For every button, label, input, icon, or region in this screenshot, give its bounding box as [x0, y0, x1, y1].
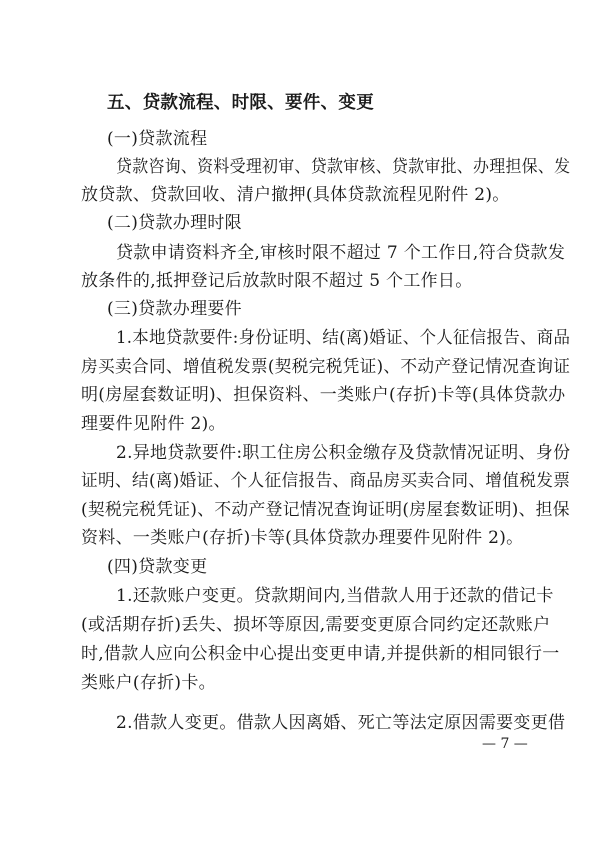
- paragraph-line: (或活期存折)丢失、损坏等原因,需要变更原合同约定还款账户: [81, 615, 551, 635]
- paragraph-line: 时,借款人应向公积金中心提出变更申请,并提供新的相同银行一: [81, 644, 560, 664]
- page-number: — 7 —: [482, 736, 528, 752]
- paragraph-line: 房买卖合同、增值税发票(契税完税凭证)、不动产登记情况查询证: [81, 357, 571, 377]
- paragraph-line: 证明、结(离)婚证、个人征信报告、商品房买卖合同、增值税发票: [81, 471, 571, 491]
- paragraph-line: 贷款咨询、资料受理初审、贷款审核、贷款审批、办理担保、发: [116, 157, 571, 177]
- paragraph-line: 贷款申请资料齐全,审核时限不超过 7 个工作日,符合贷款发: [116, 243, 566, 263]
- subsection-heading-requirements: (三)贷款办理要件: [107, 299, 242, 319]
- paragraph-line: 理要件见附件 2)。: [81, 414, 226, 434]
- section-title: 五、贷款流程、时限、要件、变更: [107, 93, 374, 113]
- paragraph-line: 放条件的,抵押登记后放款时限不超过 5 个工作日。: [81, 271, 473, 291]
- paragraph-line: 2.借款人变更。借款人因离婚、死亡等法定原因需要变更借: [116, 713, 566, 733]
- paragraph-line: 资料、一类账户(存折)卡等(具体贷款办理要件见附件 2)。: [81, 528, 524, 548]
- paragraph-line: 1.本地贷款要件:身份证明、结(离)婚证、个人征信报告、商品: [116, 328, 571, 348]
- subsection-heading-changes: (四)贷款变更: [107, 557, 208, 577]
- paragraph-line: (契税完税凭证)、不动产登记情况查询证明(房屋套数证明)、担保: [81, 500, 570, 520]
- subsection-heading-process: (一)贷款流程: [107, 129, 208, 149]
- paragraph-line: 2.异地贷款要件:职工住房公积金缴存及贷款情况证明、身份: [116, 443, 571, 463]
- paragraph-line: 明(房屋套数证明)、担保资料、一类账户(存折)卡等(具体贷款办: [81, 385, 566, 405]
- paragraph-line: 1.还款账户变更。贷款期间内,当借款人用于还款的借记卡: [116, 586, 554, 606]
- paragraph-line: 类账户(存折)卡。: [81, 673, 216, 693]
- paragraph-line: 放贷款、贷款回收、清户撤押(具体贷款流程见附件 2)。: [81, 185, 510, 205]
- subsection-heading-time-limit: (二)贷款办理时限: [107, 213, 242, 233]
